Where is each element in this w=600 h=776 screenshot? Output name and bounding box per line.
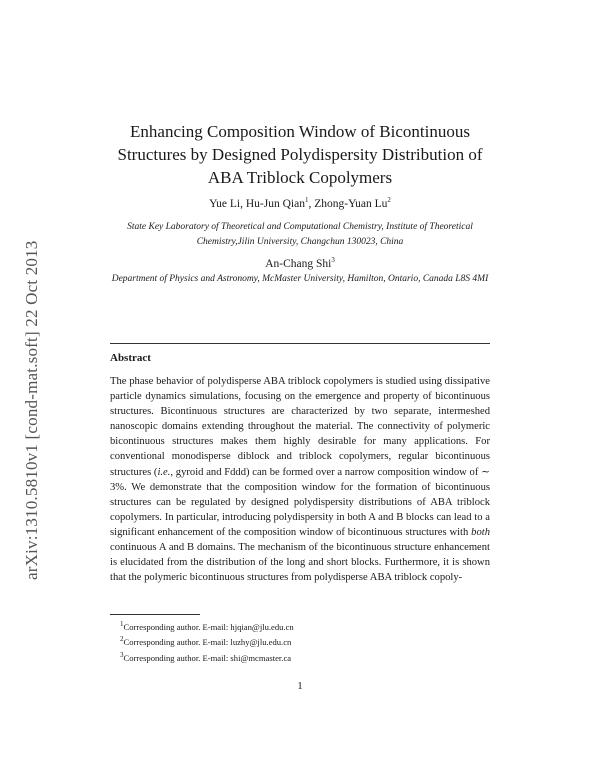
footnote-mark: 1	[304, 196, 309, 204]
author-name: Zhong-Yuan Lu	[314, 197, 388, 210]
abstract-top-rule	[110, 343, 490, 344]
footnote: $^1$Corresponding author. E-mail: hjqian@jlu.edu.cn	[120, 620, 294, 632]
footnote-rule	[110, 614, 200, 615]
footnote: $^3$Corresponding author. E-mail: shi@mcmaster.ca	[120, 650, 292, 663]
affiliation: Department of Physics and Astronomy, McMaster University, Hamilton, Ontario, Canada L8S 4MI	[111, 274, 489, 284]
footnote: $^2$Corresponding author. E-mail: luzhy@jlu.edu.cn	[120, 635, 292, 648]
abstract-text: The phase behavior of polydisperse ABA triblock copolymers is studied using dissipative particle dynamics simulations, focusing on the emergence and property of bicontinuous structures. Bicontinuous structures are characterized by two separate, intermeshed nanoscopic domains extending throughout the material. The connectivity of polymeric bicontinuous structures makes them highly desirable for many applications. For conventional monodisperse diblock and triblock copolymers, regular bicontinuous structures (i.e., gyroid and Fddd) can be formed over a narrow composition window of ∼ 3%. We demonstrate that the composition window for the formation of bicontinuous structures can be regulated by designed polydispersity distributions of ABA triblock copolymers. In particular, introducing polydispersity in both A and B blocks can lead to a significant enhancement of the composition window of bicontinuous structures with both continuous A and B domains. The mechanism of the bicontinuous structure enhancement is elucidated from the distribution of the long and short blocks. Furthermore, it is shown that the polymeric bicontinuous structures from polydisperse ABA triblock copoly-	[110, 376, 490, 584]
author-list-2	[110, 256, 490, 270]
author-list: Yue Li, Hu-Jun Qian$^1$, Zhong-Yuan Lu$^2$	[209, 196, 391, 210]
author-name: An-Chang Shi	[265, 257, 332, 270]
author-name: Hu-Jun Qian	[245, 197, 305, 210]
affiliation: State Key Laboratory of Theoretical and Computational Chemistry, Institute of Theoretical Chemistry,Jilin University, Changchun 130023, China	[127, 222, 473, 247]
footnotes	[120, 618, 294, 664]
arxiv-stamp: arXiv:1310.5810v1 [cond-mat.soft] 22 Oct 2013	[22, 240, 41, 580]
page-number: 1	[297, 680, 303, 692]
paper-title: Enhancing Composition Window of Bicontinuous Structures by Designed Polydispersity Distribution of ABA Triblock Copolymers	[117, 122, 483, 187]
footnote-mark: 2	[387, 196, 391, 204]
author-name: Yue Li	[209, 197, 241, 210]
footnote-mark: 3	[331, 256, 335, 264]
abstract-heading: Abstract	[110, 352, 151, 364]
